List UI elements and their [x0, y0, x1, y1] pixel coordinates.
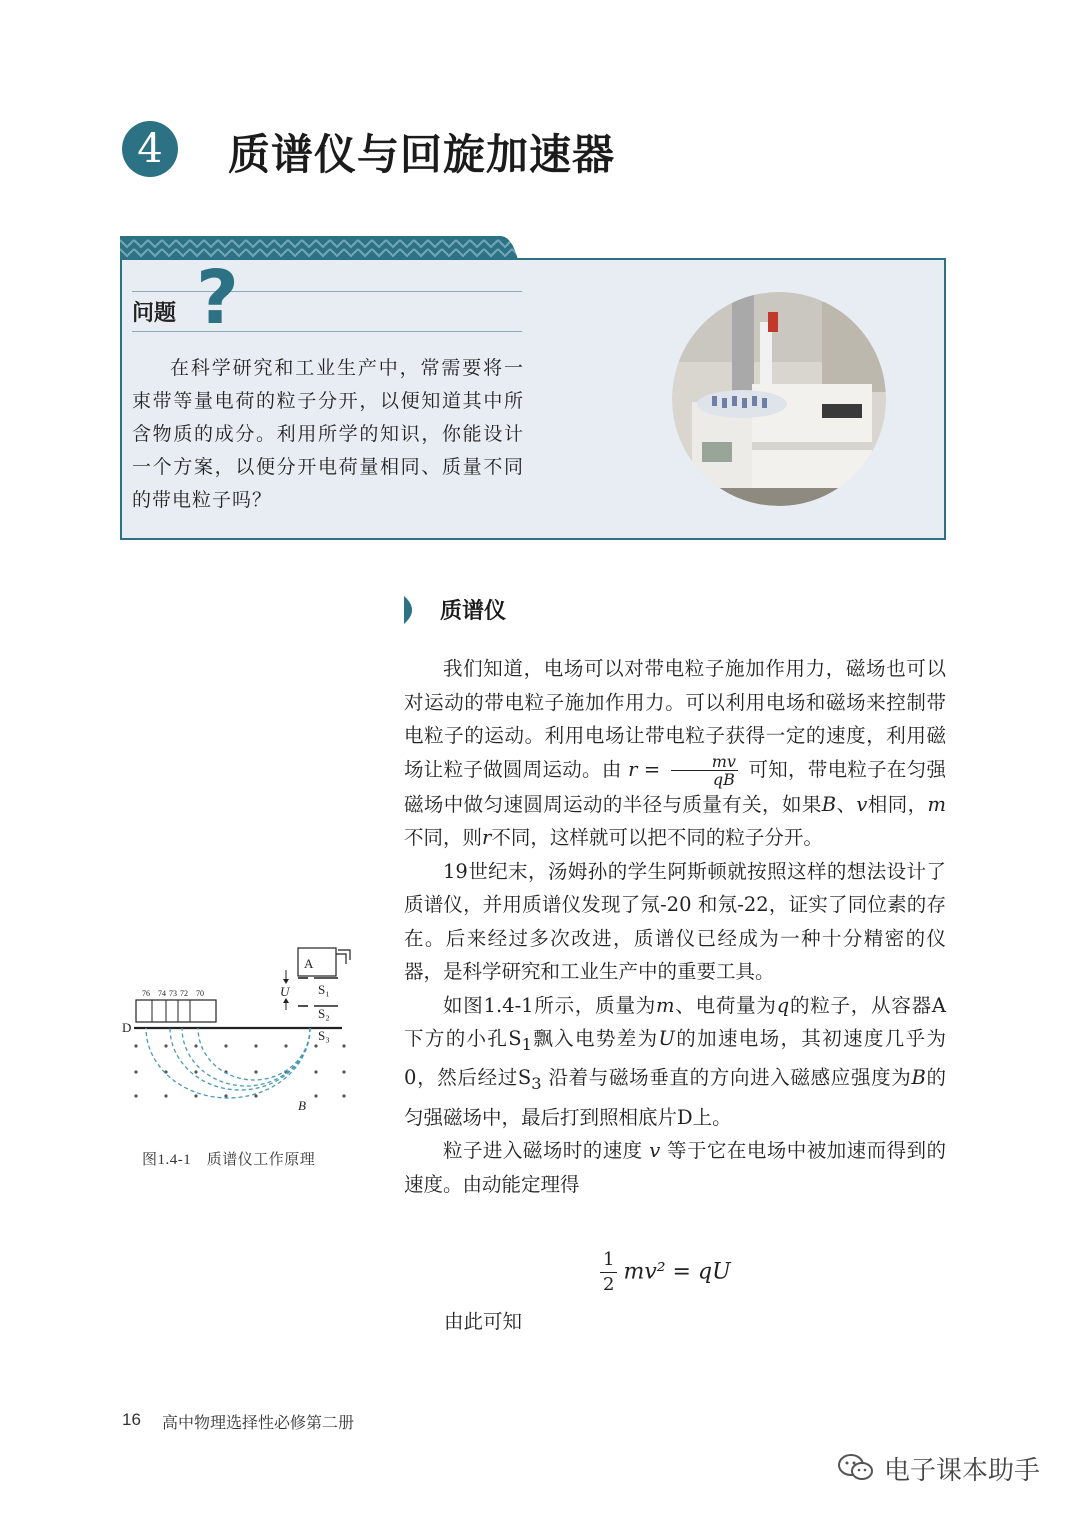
kinetic-energy-formula: $\frac{1}{2}$ mv² = qU — [600, 1248, 780, 1297]
question-text: 在科学研究和工业生产中，常需要将一束带等量电荷的粒子分开，以便知道其中所含物质的成分。利用所学的知识，你能设计一个方案，以便分开电荷量相同、质量不同的带电粒子吗？ — [132, 357, 524, 511]
question-label: 问题 — [132, 301, 177, 326]
scale-label: 70 — [196, 989, 204, 998]
wechat-icon — [836, 1452, 876, 1484]
question-mark-icon: ? — [196, 255, 239, 341]
scale-label: 72 — [180, 989, 188, 998]
container-a-label: A — [304, 956, 314, 971]
mass-spectrometer-diagram — [114, 938, 354, 1128]
field-b-label: B — [298, 1098, 306, 1113]
slit-s2-label: S₂ — [318, 1006, 330, 1021]
section-number-badge: 4 — [122, 121, 178, 177]
scale-label: 73 — [169, 989, 177, 998]
subsection-title: 质谱仪 — [440, 599, 507, 624]
page-number: 16 — [122, 1410, 141, 1429]
scale-label: 76 — [142, 989, 150, 998]
conclusion-text: 由此可知 — [444, 1310, 523, 1333]
divider — [132, 331, 522, 332]
divider — [132, 291, 522, 292]
slit-s3-label: S₃ — [318, 1028, 330, 1043]
magnetic-field-dots — [134, 1044, 345, 1097]
book-name: 高中物理选择性必修第二册 — [162, 1413, 355, 1432]
section-marker-icon — [404, 596, 420, 624]
slit-s1-label: S₁ — [318, 982, 330, 997]
mass-spectrometer-photo — [672, 292, 886, 506]
watermark-text: 电子课本助手 — [884, 1456, 1041, 1486]
scale-label: 74 — [158, 989, 166, 998]
figure-caption: 图1.4-1 质谱仪工作原理 — [142, 1152, 316, 1168]
plate-d-label: D — [122, 1020, 132, 1035]
decorative-band — [120, 236, 520, 260]
fraction-mv-over-qb: $\frac{mv}{qB}$ — [671, 753, 738, 788]
voltage-label: U — [280, 984, 290, 999]
body-paragraph: 我们知道，电场可以对带电粒子施加作用力，磁场也可以对运动的带电粒子施加作用力。可以利用电场和磁场来控制带电粒子的运动。利用电场让带电粒子获得一定的速度，利用磁场让粒子做圆周运动。由 r = $\frac{mv}{qB}$ 可知，带电粒子在匀强磁场中做匀速圆周运动的半径与质量有关，如果B、v相同，m不同，则r不同，这样就可以把不同的粒子分开。 19世纪末，汤姆孙的学生阿斯顿就按照这样的想法设计了质谱仪，并用质谱仪发现了氖-20 和氖-22，证实了同位素的存在。后来经过多次改进，质谱仪已经成为一种十分精密的仪器，是科学研究和工业生产中的重要工具。 如图1.4-1所示，质量为m、电荷量为q的粒子，从容器A下方的小孔$S_1$飘入电势差为U的加速电场，其初速度几乎为 0，然后经过$S_3$ 沿着与磁场垂直的方向进入磁感应强度为B的匀强磁场中，最后打到照相底片D上。 粒子进入磁场时的速度 v 等于它在电场中被加速而得到的速度。由动能定理得 — [404, 657, 947, 1196]
section-title: 质谱仪与回旋加速器 — [228, 130, 616, 179]
